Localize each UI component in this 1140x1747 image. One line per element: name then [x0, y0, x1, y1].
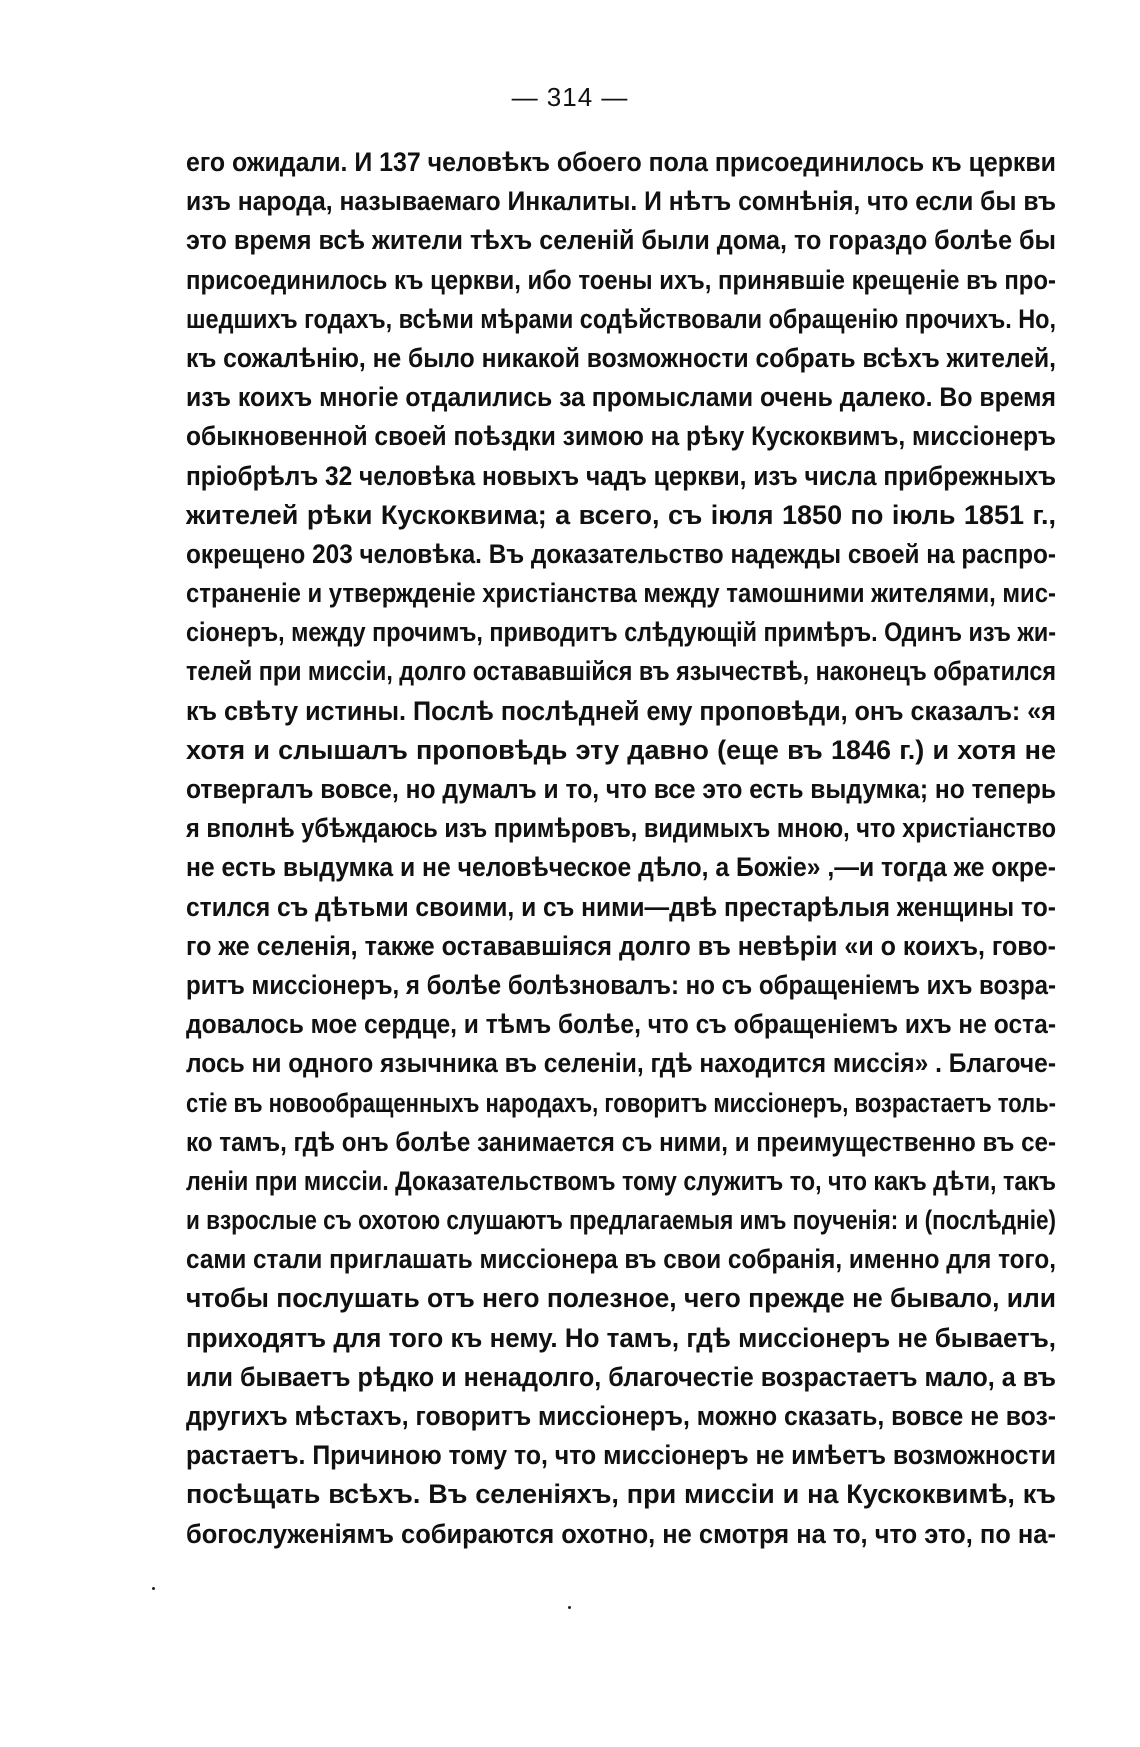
text-line: окрещено 203 человѣка. Въ доказательство надежды своей на распро- [186, 538, 1056, 569]
text-line: стился съ дѣтьми своими, и съ ними—двѣ престарѣлыя женщины то- [186, 891, 1056, 922]
text-line: го же селенія, также остававшіяся долго въ невѣріи «и о коихъ, гово- [186, 930, 1056, 961]
text-line: сами стали приглашать миссіонера въ свои собранія, именно для того, [186, 1244, 1056, 1275]
text-line: изъ народа, называемаго Инкалиты. И нѣтъ сомнѣнія, что если бы въ [186, 186, 1056, 217]
text-line: чтобы послушать отъ него полезное, чего прежде не бывало, или [186, 1283, 1057, 1314]
text-line: не есть выдумка и не человѣческое дѣло, а Божіе» ,—и тогда же окре- [186, 852, 1057, 883]
text-line: пріобрѣлъ 32 человѣка новыхъ чадъ церкви, изъ числа прибрежныхъ [186, 460, 1057, 491]
body-text [186, 143, 1056, 1554]
scan-speck [152, 1587, 155, 1590]
text-line: ритъ миссіонеръ, я болѣе болѣзновалъ: но съ обращеніемъ ихъ возра- [186, 969, 1057, 1000]
text-line: сіонеръ, между прочимъ, приводитъ слѣдующій примѣръ. Одинъ изъ жи- [186, 617, 1057, 648]
text-line: къ свѣту истины. Послѣ послѣдней ему проповѣди, онъ сказалъ: «я [186, 695, 1057, 726]
text-line: растаетъ. Причиною тому то, что миссіонеръ не имѣетъ возможности [186, 1440, 1056, 1471]
text-line: обыкновенной своей поѣздки зимою на рѣку Кускоквимъ, миссіонеръ [186, 421, 1056, 452]
text-line: или бываетъ рѣдко и ненадолго, благочестіе возрастаетъ мало, а въ [186, 1361, 1057, 1392]
text-line: отвергалъ вовсе, но думалъ и то, что все это есть выдумка; но теперь [186, 774, 1057, 804]
text-line: другихъ мѣстахъ, говоритъ миссіонеръ, можно сказать, вовсе не воз- [186, 1401, 1057, 1431]
text-line: леніи при миссіи. Доказательствомъ тому служитъ то, что какъ дѣти, такъ [186, 1165, 1057, 1196]
text-line: къ сожалѣнію, не было никакой возможности собрать всѣхъ жителей, [186, 342, 1057, 373]
text-line: посѣщать всѣхъ. Въ селеніяхъ, при миссіи и на Кускоквимѣ, къ [186, 1479, 1056, 1510]
text-line: шедшихъ годахъ, всѣми мѣрами содѣйствовали обращенію прочихъ. Но, [186, 303, 1057, 334]
text-line: присоединилось къ церкви, ибо тоены ихъ, принявшіе крещеніе въ про- [186, 264, 1057, 295]
text-line: это время всѣ жители тѣхъ селеній были дома, то гораздо болѣе бы [186, 225, 1057, 256]
text-line: хотя и слышалъ проповѣдь эту давно (еще въ 1846 г.) и хотя не [186, 734, 1056, 765]
scan-speck [568, 1606, 571, 1609]
text-line: изъ коихъ многіе отдалились за промыслами очень далеко. Во время [186, 382, 1056, 413]
text-line: приходятъ для того къ нему. Но тамъ, гдѣ миссіонеръ не бываетъ, [186, 1322, 1056, 1353]
text-line: лось ни одного язычника въ селеніи, гдѣ находится миссія» . Благоче- [186, 1048, 1057, 1079]
text-line: и взрослые съ охотою слушаютъ предлагаемыя имъ поученія: и (послѣдніе) [186, 1205, 1057, 1236]
text-line: ко тамъ, гдѣ онъ болѣе занимается съ ними, и преимущественно въ се- [186, 1126, 1057, 1157]
text-line: богослуженіямъ собираются охотно, не смотря на то, что это, по на- [186, 1518, 1056, 1549]
page-number: — 314 — [511, 82, 629, 112]
text-line: страненіе и утвержденіе христіанства между тамошними жителями, мис- [186, 578, 1056, 609]
text-line: жителей рѣки Кускоквима; а всего, съ іюля 1850 по іюль 1851 г., [186, 499, 1056, 530]
text-line: стіе въ новообращенныхъ народахъ, говоритъ миссіонеръ, возрастаетъ толь- [186, 1087, 1057, 1118]
text-line: его ожидали. И 137 человѣкъ обоего пола присоединилось къ церкви [186, 147, 1056, 177]
text-line: телей при миссіи, долго остававшійся въ язычествѣ, наконецъ обратился [186, 656, 1057, 687]
text-line: довалось мое сердце, и тѣмъ болѣе, что съ обращеніемъ ихъ не оста- [186, 1009, 1057, 1040]
text-line: я вполнѣ убѣждаюсь изъ примѣровъ, видимыхъ мною, что христіанство [186, 813, 1056, 844]
